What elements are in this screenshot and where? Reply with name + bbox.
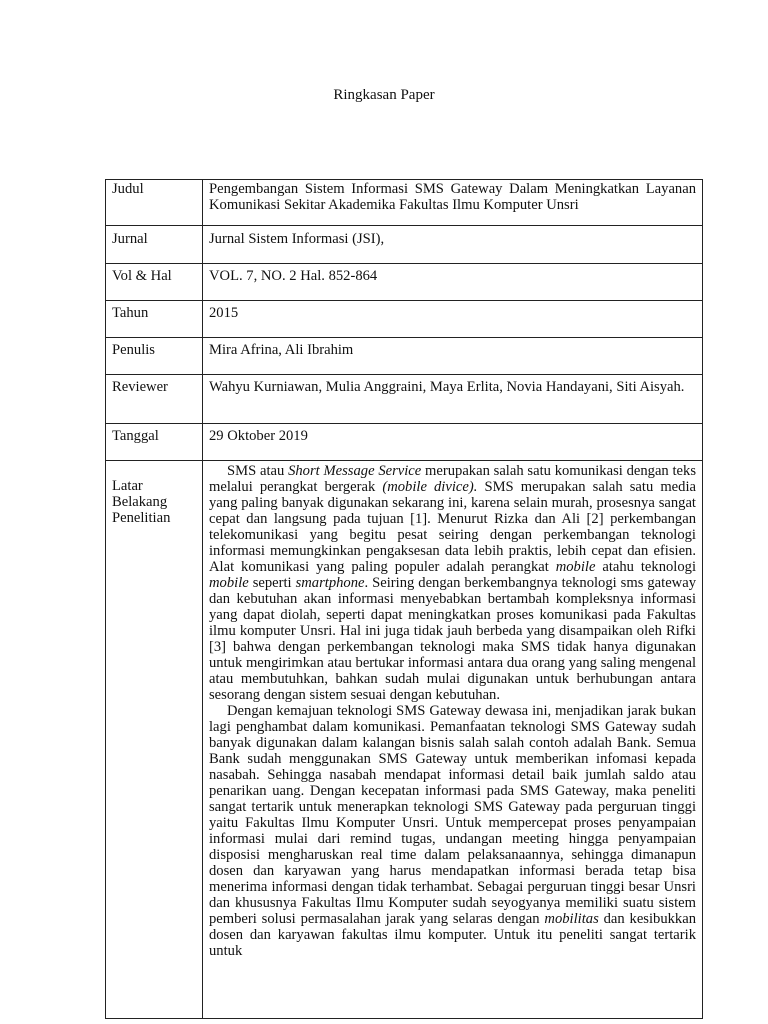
text-run: Dengan kemajuan teknologi SMS Gateway dewasa ini, menjadikan jarak bukan lagi penghambat dalam komunikasi. Pemanfaatan teknologi SMS Gateway sudah banyak digunakan dalam kalangan bisnis salah salah contoh adalah Bank. Semua Bank sudah menggunakan SMS Gateway untuk memberikan infomasi kepada nasabah. Sehingga nasabah mendapat informasi detail baik jumlah saldo atau penarikan uang. Dengan kecepatan informasi pada SMS Gateway, maka peneliti sangat tertarik untuk menerapkan teknologi SMS Gateway pada perguruan tinggi yaitu Fakultas Ilmu Komputer Unsri. Untuk mempercepat proses penyampaian informasi mulai dari remind tugas, undangan meeting hingga penyampaian disposisi mengharuskan real time dalam pelaksanaannya, sehingga dimanapun dosen dan karyawan yang harus mendapatkan informasi berada tetap bisa menerima informasi dengan tidak terhambat. Sebagai perguruan tinggi besar Unsri dan khususnya Fakultas Ilmu Komputer sudah seyogyanya memiliki suatu sistem pemberi solusi permasalahan jarak yang selaras dengan: [209, 703, 696, 927]
label-tahun: Tahun: [106, 301, 203, 338]
label-penulis: Penulis: [106, 338, 203, 375]
value-jurnal: Jurnal Sistem Informasi (JSI),: [203, 226, 703, 264]
label-vol: Vol & Hal: [106, 264, 203, 301]
table-row-judul: [106, 180, 703, 226]
table-row-jurnal: [106, 226, 703, 264]
value-tanggal: 29 Oktober 2019: [203, 424, 703, 461]
label-jurnal: Jurnal: [106, 226, 203, 264]
value-judul: Pengembangan Sistem Informasi SMS Gateway Dalam Meningkatkan Layanan Komunikasi Sekitar Akademika Fakultas Ilmu Komputer Unsri: [203, 180, 703, 226]
value-reviewer: Wahyu Kurniawan, Mulia Anggraini, Maya Erlita, Novia Handayani, Siti Aisyah.: [203, 375, 703, 424]
summary-table: [105, 179, 703, 1019]
label-latar-belakang: [106, 461, 203, 1019]
paragraph-1: [209, 463, 696, 703]
table-row-penulis: [106, 338, 703, 375]
label-line: Penelitian: [112, 510, 171, 526]
label-reviewer: Reviewer: [106, 375, 203, 424]
page-title: Ringkasan Paper: [333, 87, 435, 103]
text-run: SMS merupakan salah satu media yang paling banyak digunakan sekarang ini, karena selain murah, prosesnya sangat cepat dan langsung pada tujuan [1]. Menurut Rizka dan Ali [2] perkembangan telekomunikasi yang begitu pesat seiring dengan perkembangan teknologi informasi memungkinkan pengaksesan data lebih praktis, lebih cepat dan efisien. Alat komunikasi yang paling populer adalah perangkat: [209, 479, 696, 575]
table-row-reviewer: [106, 375, 703, 424]
paragraph-2: [209, 703, 696, 959]
label-judul: Judul: [106, 180, 203, 226]
value-tahun: 2015: [203, 301, 703, 338]
text-run: . Seiring dengan berkembangnya teknologi sms gateway dan kebutuhan akan informasi menyebabkan bertambah kompleksnya informasi yang dapat diolah, seperti dapat meningkatkan proses komunikasi pada Fakultas ilmu komputer Unsri. Hal ini juga tidak jauh berbeda yang disampaikan oleh Rifki [3] bahwa dengan perkembangan teknologi maka SMS tidak hanya digunakan untuk mengirimkan atau bertukar informasi antara dua orang yang saling mengenal atau membutuhkan, bahkan sudah mulai digunakan untuk berhubungan antara sesorang dengan sistem sesuai dengan kebutuhan.: [209, 575, 696, 703]
label-line: Latar: [112, 478, 143, 494]
value-vol: VOL. 7, NO. 2 Hal. 852-864: [203, 264, 703, 301]
text-run-italic: (mobile divice).: [382, 479, 478, 495]
label-line: Belakang: [112, 494, 168, 510]
table-row-latar-belakang: [106, 461, 703, 1019]
text-run: seperti: [248, 575, 296, 591]
text-run-italic: mobilitas: [544, 911, 599, 927]
table-row-tanggal: [106, 424, 703, 461]
label-tanggal: Tanggal: [106, 424, 203, 461]
text-run: SMS atau: [227, 463, 289, 479]
text-run-italic: mobile: [555, 559, 596, 575]
text-run: merupakan salah satu komunikasi dengan teks melalui perangkat bergerak: [209, 463, 697, 495]
table-row-vol: [106, 264, 703, 301]
text-run-italic: Short Message Service: [288, 463, 422, 479]
text-run-italic: smartphone: [295, 575, 365, 591]
text-run-italic: mobile: [209, 575, 249, 591]
value-latar-belakang: [203, 461, 703, 1019]
value-penulis: Mira Afrina, Ali Ibrahim: [203, 338, 703, 375]
table-row-tahun: [106, 301, 703, 338]
text-run: atahu teknologi: [595, 559, 697, 575]
text-run: dan kesibukkan dosen dan karyawan fakultas ilmu komputer. Untuk itu peneliti sangat tertarik untuk: [209, 911, 696, 959]
